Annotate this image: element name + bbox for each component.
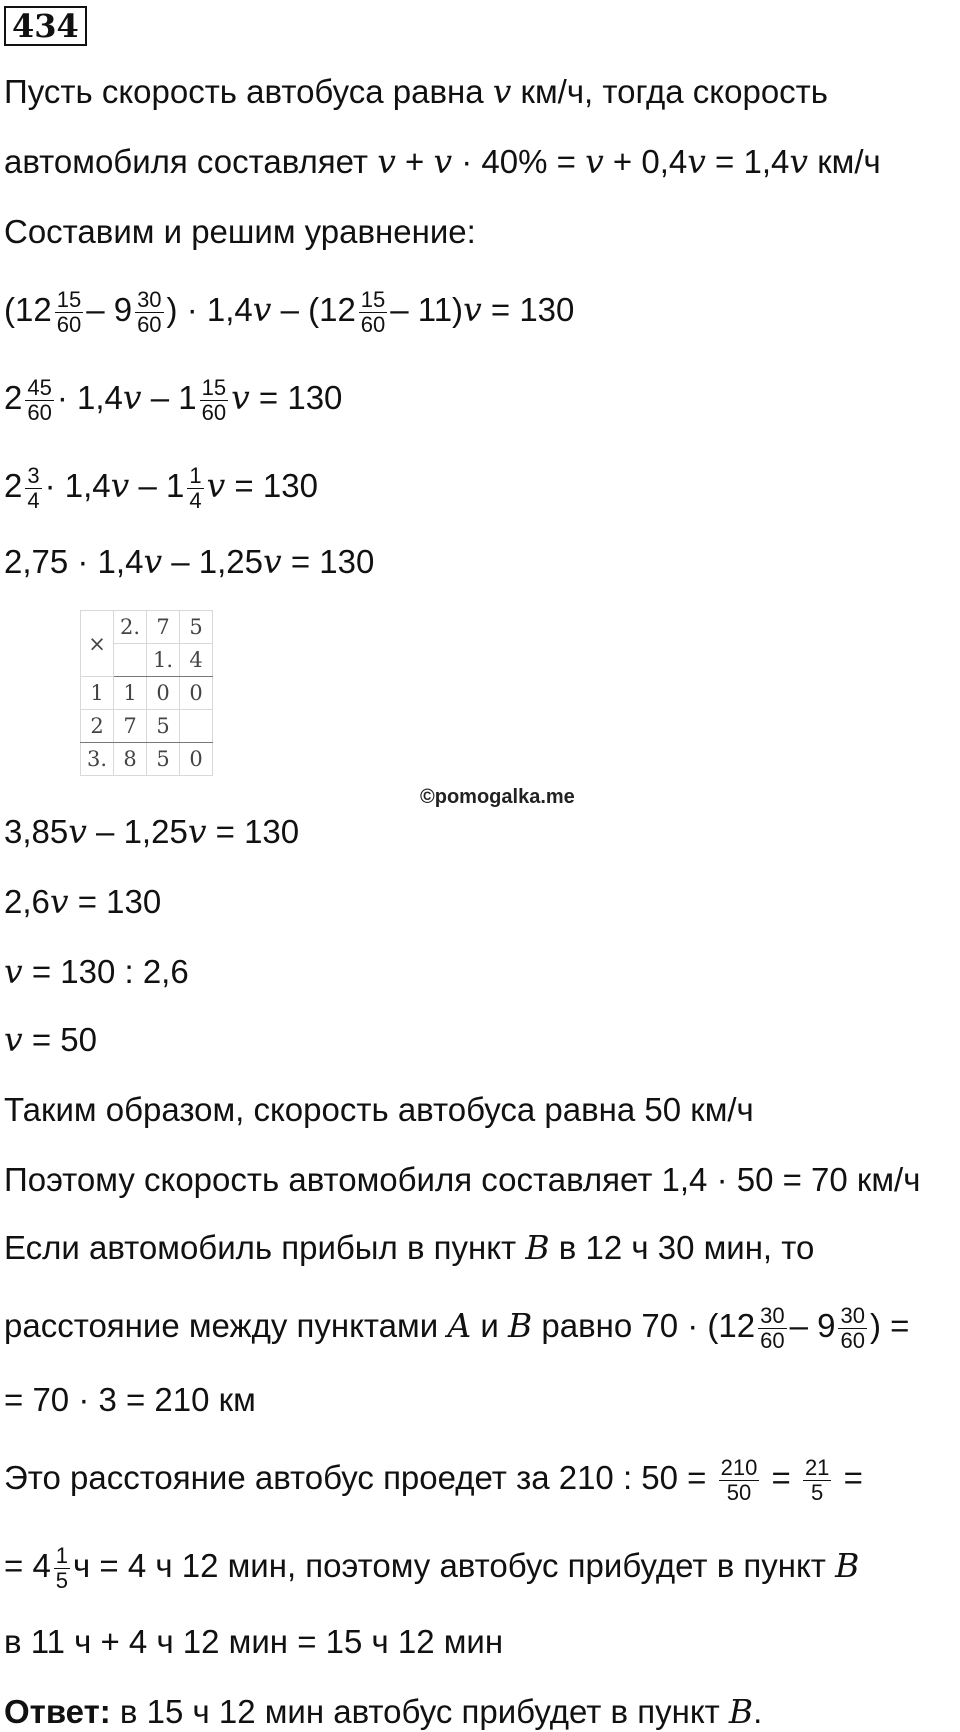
equation-3: 2 $\frac{3}{4}$ · 1,4v – 1 $\frac{1}{4}$ v = 130 [4,463,318,513]
fraction: $\frac{3}{4}$ [27,463,40,513]
fraction: $\frac{1}{5}$ [55,1543,69,1593]
equation-6: 2,6v = 130 [4,882,162,921]
calc-cell: 1 [81,677,114,710]
text-line-car-speed: Поэтому скорость автомобиля составляет 1,4 · 50 = 70 км/ч [4,1161,921,1198]
text-line-distance-2: = 70 · 3 = 210 км [4,1381,256,1418]
equation-7: v = 130 : 2,6 [4,952,189,991]
equation-5: 3,85v – 1,25v = 130 [4,812,300,851]
fraction: $\frac{15}{60}$ [360,287,386,337]
calc-row [81,611,213,644]
text-line-bus-speed: Таким образом, скорость автобуса равна 50 км/ч [4,1091,754,1128]
answer-label: Ответ: [4,1693,111,1730]
calc-cell: 7 [114,710,147,743]
calc-cell: × [81,611,114,677]
calc-cell: 7 [147,611,180,644]
calc-cell: 5 [180,611,213,644]
calc-cell: 0 [147,677,180,710]
calc-cell: 1 [114,677,147,710]
text-line-if: Если автомобиль прибыл в пункт B в 12 ч 30 мин, то [4,1228,815,1267]
fraction: $\frac{30}{60}$ [840,1303,865,1353]
fraction: $\frac{45}{60}$ [27,375,52,425]
multiplication-table [80,610,213,776]
equation-4: 2,75 · 1,4v – 1,25v = 130 [4,542,375,581]
equation-8: v = 50 [4,1020,97,1059]
calc-cell: 5 [147,743,180,776]
answer-line: Ответ: в 15 ч 12 мин автобус прибудет в пункт B. [4,1692,763,1731]
fraction: $\frac{15}{60}$ [56,287,82,337]
text-line-2: автомобиля составляет v + v · 40% = v + 0,4v = 1,4v км/ч [4,142,881,181]
text-line-time: Это расстояние автобус проедет за 210 : 50 = $\frac{210}{50}$ = $\frac{21}{5}$ = [4,1455,863,1505]
calc-cell: 0 [180,677,213,710]
calc-row [81,677,213,710]
problem-number: 434 [4,6,87,46]
calc-cell [180,710,213,743]
calc-cell: 3. [81,743,114,776]
calc-cell: 1. [147,644,180,677]
watermark: ©pomogalka.me [420,786,575,808]
fraction: $\frac{1}{4}$ [189,463,202,513]
text-line-3: Составим и решим уравнение: [4,213,476,250]
calc-cell: 2. [114,611,147,644]
calc-row [81,710,213,743]
calc-cell: 8 [114,743,147,776]
calc-row [81,743,213,776]
calc-cell: 4 [180,644,213,677]
text-line-1: Пусть скорость автобуса равна v км/ч, тогда скорость [4,72,828,111]
fraction: $\frac{30}{60}$ [137,287,162,337]
calc-cell [114,644,147,677]
fraction: $\frac{21}{5}$ [804,1455,830,1505]
calc-cell: 0 [180,743,213,776]
fraction: $\frac{15}{60}$ [201,375,227,425]
equation-1: (12 $\frac{15}{60}$ – 9 $\frac{30}{60}$ ) · 1,4v – (12 $\frac{15}{60}$ – 11)v = 130 [4,287,575,337]
equation-2: 2 $\frac{45}{60}$ · 1,4v – 1 $\frac{15}{60}$ v = 130 [4,375,343,425]
text-line-distance: расстояние между пунктами A и B равно 70 · (12 $\frac{30}{60}$ – 9 $\frac{30}{60}$ ) = [4,1303,910,1353]
fraction: $\frac{30}{60}$ [760,1303,785,1353]
text-line-time-3: в 11 ч + 4 ч 12 мин = 15 ч 12 мин [4,1623,504,1660]
text-line-time-2: = 4 $\frac{1}{5}$ ч = 4 ч 12 мин, поэтому автобус прибудет в пункт B [4,1543,860,1593]
calc-cell: 5 [147,710,180,743]
calc-cell: 2 [81,710,114,743]
fraction: $\frac{210}{50}$ [720,1455,758,1505]
